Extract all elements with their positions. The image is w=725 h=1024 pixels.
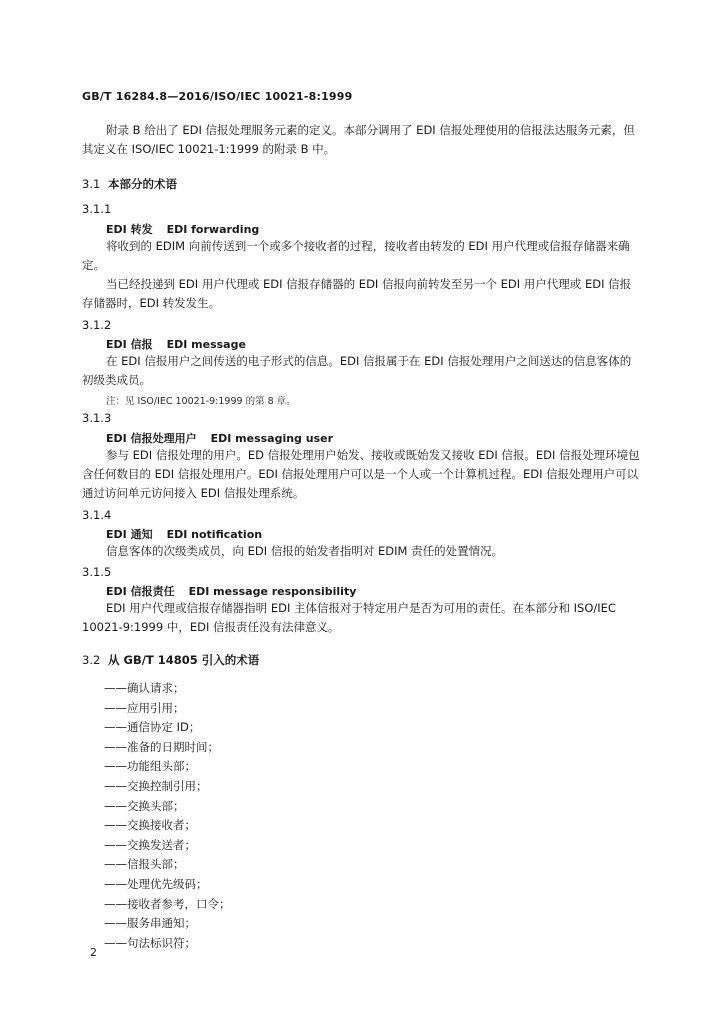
term-en: EDI notification — [166, 528, 263, 541]
list-item: ——交换头部； — [104, 798, 185, 813]
section-3-2-heading — [82, 652, 259, 668]
term-definition — [82, 237, 640, 313]
term-note: 注：见 ISO/IEC 10021-9:1999 的第 8 章。 — [106, 396, 296, 407]
definition-paragraph: 在 EDI 信报用户之间传送的电子形式的信息。EDI 信报属于在 EDI 信报处理用户之间送达的信息客体的初级类成员。 — [82, 354, 632, 387]
term-definition — [82, 542, 640, 561]
list-item: ——句法标识符； — [104, 935, 196, 950]
term-en: EDI messaging user — [210, 432, 334, 445]
definition-paragraph: 参与 EDI 信报处理的用户。ED 信报处理用户始发、接收或既始发又接收 EDI 信报。EDI 信报处理环境包含任何数目的 EDI 信报处理用户。EDI 信报处理用户可以是一个人或一个计算机过程。EDI 信报处理用户可以通过访问单元访问接入 EDI 信报处理系统。 — [82, 448, 640, 500]
term-definition — [82, 599, 640, 637]
list-item: ——应用引用； — [104, 700, 185, 715]
section-number: 3.1 — [82, 177, 101, 191]
list-item: ——服务串通知； — [104, 916, 196, 931]
term-heading — [106, 221, 259, 237]
term-en: EDI forwarding — [166, 223, 260, 236]
page-number: 2 — [90, 946, 97, 959]
term-zh: EDI 转发 — [106, 223, 153, 236]
definition-paragraph: 将收到的 EDIM 向前传送到一个或多个接收者的过程，接收者由转发的 EDI 用户代理或信报存储器来确定。 — [82, 239, 630, 272]
list-item: ——交换接收者； — [104, 818, 196, 833]
definition-paragraph: 信息客体的次级类成员，向 EDI 信报的始发者指明对 EDIM 责任的处置情况。 — [106, 544, 504, 558]
section-3-1-heading — [82, 176, 177, 192]
term-heading — [106, 336, 246, 352]
term-zh: EDI 通知 — [106, 528, 153, 541]
definition-paragraph: 当已经投递到 EDI 用户代理或 EDI 信报存储器的 EDI 信报向前转发至另一个 EDI 用户代理或 EDI 信报存储器时，EDI 转发发生。 — [82, 277, 632, 310]
imported-terms-list — [104, 679, 231, 953]
list-item: ——交换控制引用； — [104, 778, 208, 793]
section-title: 从 GB/T 14805 引入的术语 — [108, 653, 260, 667]
list-item: ——信报头部； — [104, 857, 185, 872]
term-heading — [106, 583, 356, 599]
term-zh: EDI 信报 — [106, 338, 153, 351]
standard-header: GB/T 16284.8—2016/ISO/IEC 10021-8:1999 — [82, 90, 353, 103]
list-item: ——功能组头部； — [104, 759, 196, 774]
section-number: 3.2 — [82, 653, 101, 667]
section-title: 本部分的术语 — [108, 177, 177, 191]
term-definition — [82, 446, 640, 503]
term-en: EDI message responsibility — [188, 585, 357, 598]
clause-number: 3.1.1 — [82, 202, 112, 216]
clause-number: 3.1.2 — [82, 318, 112, 332]
definition-paragraph: EDI 用户代理或信报存储器指明 EDI 主体信报对于特定用户是否为可用的责任。在本部分和 ISO/IEC 10021-9:1999 中，EDI 信报责任没有法律意义。 — [82, 601, 616, 634]
intro-text: 附录 B 给出了 EDI 信报处理服务元素的定义。本部分调用了 EDI 信报处理使用的信报法达服务元素，但其定义在 ISO/IEC 10021-1:1999 的附录 B 中。 — [82, 123, 635, 156]
list-item: ——准备的日期时间； — [104, 739, 219, 754]
term-definition — [82, 352, 640, 390]
clause-number: 3.1.3 — [82, 411, 112, 425]
term-en: EDI message — [166, 338, 246, 351]
term-heading — [106, 430, 333, 446]
term-zh: EDI 信报责任 — [106, 585, 175, 598]
list-item: ——交换发送者； — [104, 837, 196, 852]
term-zh: EDI 信报处理用户 — [106, 432, 197, 445]
clause-number: 3.1.4 — [82, 508, 112, 522]
list-item: ——接收者参考，口令； — [104, 896, 231, 911]
list-item: ——处理优先级码； — [104, 876, 208, 891]
clause-number: 3.1.5 — [82, 565, 112, 579]
term-heading — [106, 526, 262, 542]
list-item: ——确认请求； — [104, 681, 185, 695]
list-item: ——通信协定 ID； — [104, 720, 201, 735]
intro-paragraph — [82, 121, 640, 159]
